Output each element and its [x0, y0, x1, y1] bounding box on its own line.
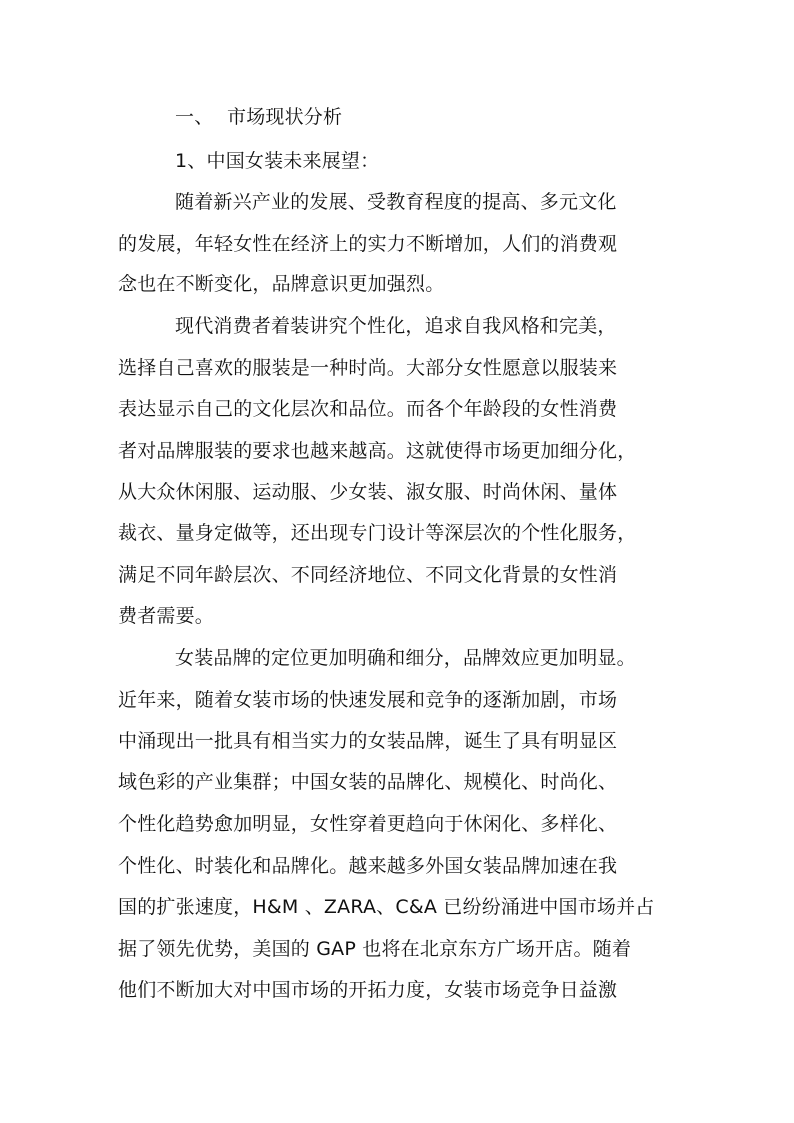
subheading: 1、中国女装未来展望：: [175, 150, 380, 172]
paragraph-line: 者对品牌服装的要求也越来越高。这就使得市场更加细分化，: [118, 440, 637, 462]
paragraph-line: 国的扩张速度，H&M 、ZARA、C&A 已纷纷涌进中国市场并占: [118, 896, 655, 918]
section-number: 一、: [175, 106, 214, 128]
paragraph-line: 随着新兴产业的发展、受教育程度的提高、多元文化: [175, 191, 617, 213]
paragraph-line: 现代消费者着装讲究个性化，追求自我风格和完美，: [175, 315, 617, 337]
paragraph-line: 女装品牌的定位更加明确和细分，品牌效应更加明显。: [175, 647, 636, 669]
paragraph-line: 念也在不断变化，品牌意识更加强烈。: [118, 273, 445, 295]
paragraph-line: 据了领先优势，美国的 GAP 也将在北京东方广场开店。随着: [118, 938, 632, 960]
paragraph-line: 表达显示自己的文化层次和品位。而各个年龄段的女性消费: [118, 398, 618, 420]
paragraph-line: 近年来，随着女装市场的快速发展和竞争的逐渐加剧，市场: [118, 689, 618, 711]
paragraph-line: 满足不同年龄层次、不同经济地位、不同文化背景的女性消: [118, 564, 618, 586]
paragraph-line: 费者需要。: [118, 605, 215, 627]
paragraph-line: 他们不断加大对中国市场的开拓力度，女装市场竞争日益激: [118, 979, 618, 1001]
paragraph-line: 个性化、时装化和品牌化。越来越多外国女装品牌加速在我: [118, 855, 618, 877]
section-title: 市场现状分析: [227, 106, 343, 128]
paragraph-line: 域色彩的产业集群；中国女装的品牌化、规模化、时尚化、: [118, 771, 618, 793]
section-heading: [175, 105, 342, 129]
paragraph-line: 中涌现出一批具有相当实力的女装品牌，诞生了具有明显区: [118, 730, 618, 752]
paragraph-line: 从大众休闲服、运动服、少女装、淑女服、时尚休闲、量体: [118, 481, 618, 503]
paragraph-line: 裁衣、量身定做等，还出现专门设计等深层次的个性化服务，: [118, 522, 637, 544]
paragraph-line: 个性化趋势愈加明显，女性穿着更趋向于休闲化、多样化、: [118, 813, 618, 835]
paragraph-line: 的发展，年轻女性在经济上的实力不断增加，人们的消费观: [118, 233, 618, 255]
paragraph-line: 选择自己喜欢的服装是一种时尚。大部分女性愿意以服装来: [118, 357, 618, 379]
